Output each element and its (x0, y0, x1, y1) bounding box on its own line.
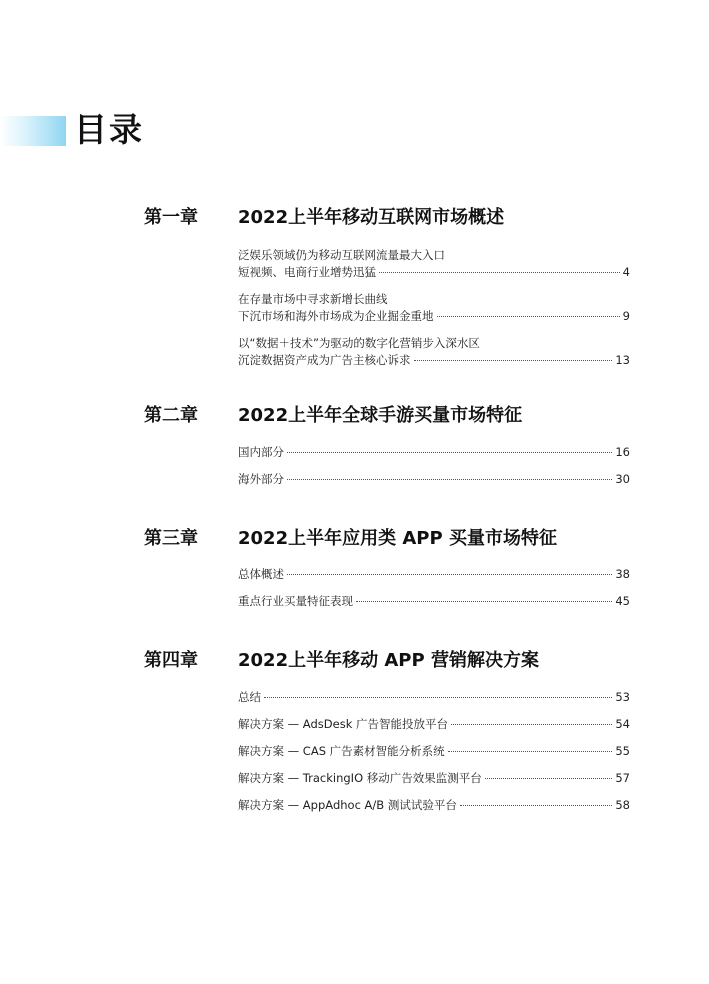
dot-leader (379, 272, 620, 273)
toc-entry-line2: 短视频、电商行业增势迅猛 (238, 265, 376, 279)
toc-entry-page: 58 (615, 798, 630, 812)
chapter-3-title: 2022上半年应用类 APP 买量市场特征 (238, 528, 557, 549)
toc-entry-leader (238, 264, 630, 281)
toc-entry-page: 13 (615, 353, 630, 367)
toc-entry-page: 57 (615, 771, 630, 785)
dot-leader (264, 697, 612, 698)
toc-entry-page: 38 (615, 567, 630, 581)
chapter-2-title: 2022上半年全球手游买量市场特征 (238, 405, 523, 426)
toc-entry[interactable] (238, 291, 630, 325)
toc-entry-page: 53 (615, 690, 630, 704)
toc-entry-line2: 下沉市场和海外市场成为企业掘金重地 (238, 309, 434, 323)
dot-leader (287, 452, 612, 453)
chapter-2 (0, 401, 709, 486)
toc-entry-page: 9 (622, 309, 630, 323)
page-title: 目录 (74, 110, 144, 149)
chapter-1-title: 2022上半年移动互联网市场概述 (238, 207, 505, 228)
toc-entry[interactable] (238, 743, 630, 760)
toc-entry-text: 解决方案 — AppAdhoc A/B 测试试验平台 (238, 798, 457, 812)
toc-entry-page: 45 (615, 594, 630, 608)
toc-entry-page: 30 (615, 472, 630, 486)
chapter-2-label: 第二章 (144, 405, 198, 426)
toc-entry-line2: 沉淀数据资产成为广告主核心诉求 (238, 353, 411, 367)
toc-entry[interactable] (238, 716, 630, 733)
toc-entry-leader (238, 716, 630, 733)
toc-entry[interactable] (238, 247, 630, 281)
dot-leader (287, 574, 612, 575)
toc-entry[interactable] (238, 566, 630, 583)
chapter-2-heading (0, 401, 709, 431)
toc-entry-page: 55 (615, 744, 630, 758)
toc-entry[interactable] (238, 444, 630, 461)
dot-leader (356, 601, 612, 602)
toc-entry-text: 海外部分 (238, 472, 284, 486)
toc-entry-page: 16 (615, 445, 630, 459)
dot-leader (485, 778, 613, 779)
toc-entry-leader (238, 566, 630, 583)
dot-leader (437, 316, 620, 317)
toc-entry[interactable] (238, 593, 630, 610)
toc-entry-text: 总结 (238, 690, 261, 704)
chapter-1 (0, 203, 709, 367)
chapter-3-heading (0, 524, 709, 554)
toc-entry[interactable] (238, 770, 630, 787)
toc-entry-leader (238, 308, 630, 325)
dot-leader (460, 805, 613, 806)
chapter-4-label: 第四章 (144, 650, 198, 671)
toc-entry-line1: 泛娱乐领域仍为移动互联网流量最大入口 (238, 248, 445, 262)
toc-entry-leader (238, 471, 630, 488)
chapter-1-label: 第一章 (144, 207, 198, 228)
toc-entry[interactable] (238, 797, 630, 814)
toc-entry-leader (238, 797, 630, 814)
toc-entry[interactable] (238, 471, 630, 488)
dot-leader (448, 751, 613, 752)
toc-entry-leader (238, 743, 630, 760)
toc-entry-text: 解决方案 — AdsDesk 广告智能投放平台 (238, 717, 449, 731)
toc-entry-line1: 以“数据＋技术”为驱动的数字化营销步入深水区 (238, 336, 480, 350)
toc-entry-text: 国内部分 (238, 445, 284, 459)
toc-entry[interactable] (238, 335, 630, 369)
toc-entry-text: 重点行业买量特征表现 (238, 594, 353, 608)
toc-entry-leader (238, 352, 630, 369)
chapter-3 (0, 524, 709, 608)
dot-leader (287, 479, 612, 480)
chapter-3-label: 第三章 (144, 528, 198, 549)
toc-entry-text: 总体概述 (238, 567, 284, 581)
chapter-1-heading (0, 203, 709, 233)
toc-entry[interactable] (238, 689, 630, 706)
toc-entry-text: 解决方案 — CAS 广告素材智能分析系统 (238, 744, 445, 758)
toc-entry-leader (238, 770, 630, 787)
toc-entry-text: 解决方案 — TrackingIO 移动广告效果监测平台 (238, 771, 482, 785)
chapter-4-title: 2022上半年移动 APP 营销解决方案 (238, 650, 539, 671)
toc-entry-leader (238, 444, 630, 461)
dot-leader (414, 360, 613, 361)
toc-entry-leader (238, 689, 630, 706)
chapter-4-heading (0, 646, 709, 676)
toc-entry-leader (238, 593, 630, 610)
dot-leader (451, 724, 612, 725)
title-accent-bar (0, 116, 66, 146)
toc-entry-page: 4 (622, 265, 630, 279)
toc-entry-line1: 在存量市场中寻求新增长曲线 (238, 292, 388, 306)
chapter-4 (0, 646, 709, 812)
toc-entry-page: 54 (615, 717, 630, 731)
